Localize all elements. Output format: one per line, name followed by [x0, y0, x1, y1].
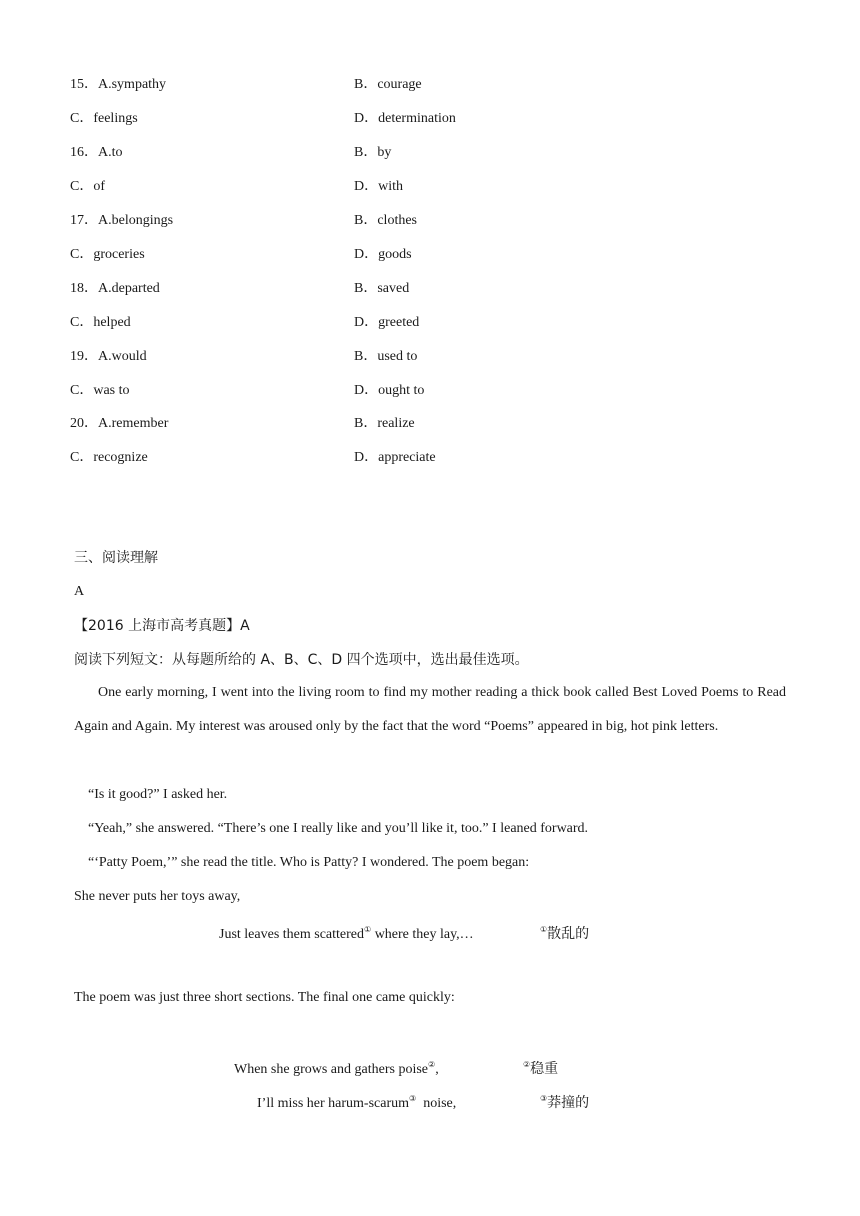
- paragraph-4: “‘Patty Poem,’” she read the title. Who is Patty? I wondered. The poem began:: [88, 855, 530, 870]
- option-17-a: 17．A.belongings: [70, 213, 174, 228]
- poem-line-4-text: I’ll miss her harum-scarum: [257, 1096, 410, 1111]
- section-sub: A: [74, 584, 85, 599]
- option-15-d: D．determination: [354, 111, 456, 126]
- gloss-text-2: 稳重: [530, 1061, 559, 1077]
- poem-line-2-rest: where they lay,…: [371, 927, 474, 942]
- gloss-text-3: 莽撞的: [547, 1095, 590, 1111]
- gloss-1: [540, 921, 589, 943]
- paragraph-5: The poem was just three short sections. The final one came quickly:: [74, 990, 455, 1005]
- option-20-a: 20．A.remember: [70, 416, 169, 431]
- footnote-mark-2: ②: [428, 1060, 436, 1069]
- paragraph-2: “Is it good?” I asked her.: [88, 787, 228, 802]
- poem-line-1: She never puts her toys away,: [74, 889, 241, 904]
- option-15-c: C．feelings: [70, 111, 138, 126]
- option-16-b: B．by: [354, 145, 392, 160]
- option-20-d: D．appreciate: [354, 450, 436, 465]
- paragraph-1: One early morning, I went into the living room to find my mother reading a thick book called Best Loved Poems to Read Again and Again. My interest was aroused only by the fact that the word “Poems” appeared in big, hot pink letters.: [74, 685, 786, 734]
- option-16-a: 16．A.to: [70, 145, 123, 160]
- poem-line-2-text: Just leaves them scattered: [219, 927, 365, 942]
- option-18-c: C．helped: [70, 315, 131, 330]
- gloss-mark-3: ③: [540, 1094, 548, 1103]
- option-19-d: D．ought to: [354, 383, 425, 398]
- poem-line-4: [257, 1090, 456, 1113]
- paragraph-3: “Yeah,” she answered. “There’s one I really like and you’ll like it, too.” I leaned forward.: [88, 821, 589, 836]
- option-18-d: D．greeted: [354, 315, 420, 330]
- option-15-a: 15．A.sympathy: [70, 77, 167, 92]
- gloss-text-1: 散乱的: [547, 926, 590, 942]
- poem-line-2: [219, 921, 474, 944]
- gloss-mark-2: ②: [523, 1060, 531, 1069]
- option-16-d: D．with: [354, 179, 403, 194]
- option-19-a: 19．A.would: [70, 349, 147, 364]
- poem-line-3: [234, 1056, 439, 1079]
- instruction: 阅读下列短文：从每题所给的 A、B、C、D 四个选项中，选出最佳选项。: [74, 652, 529, 668]
- option-15-b: B．courage: [354, 77, 422, 92]
- gloss-2: [523, 1056, 558, 1078]
- option-17-c: C．groceries: [70, 247, 145, 262]
- option-17-d: D．goods: [354, 247, 412, 262]
- option-18-b: B．saved: [354, 281, 410, 296]
- poem-line-3-text: When she grows and gathers poise: [234, 1062, 429, 1077]
- source-label: 【2016 上海市高考真题】A: [74, 618, 250, 634]
- gloss-3: [540, 1090, 589, 1112]
- option-20-b: B．realize: [354, 416, 415, 431]
- option-19-c: C．was to: [70, 383, 130, 398]
- gloss-mark-1: ①: [540, 925, 548, 934]
- poem-line-4-rest: noise,: [416, 1096, 457, 1111]
- option-20-c: C．recognize: [70, 450, 148, 465]
- option-17-b: B．clothes: [354, 213, 417, 228]
- footnote-mark-3: ③: [409, 1094, 417, 1103]
- poem-line-3-rest: ,: [435, 1062, 439, 1077]
- footnote-mark-1: ①: [364, 925, 372, 934]
- option-19-b: B．used to: [354, 349, 418, 364]
- option-18-a: 18．A.departed: [70, 281, 160, 296]
- option-16-c: C．of: [70, 179, 105, 194]
- section-heading: 三、阅读理解: [74, 550, 158, 566]
